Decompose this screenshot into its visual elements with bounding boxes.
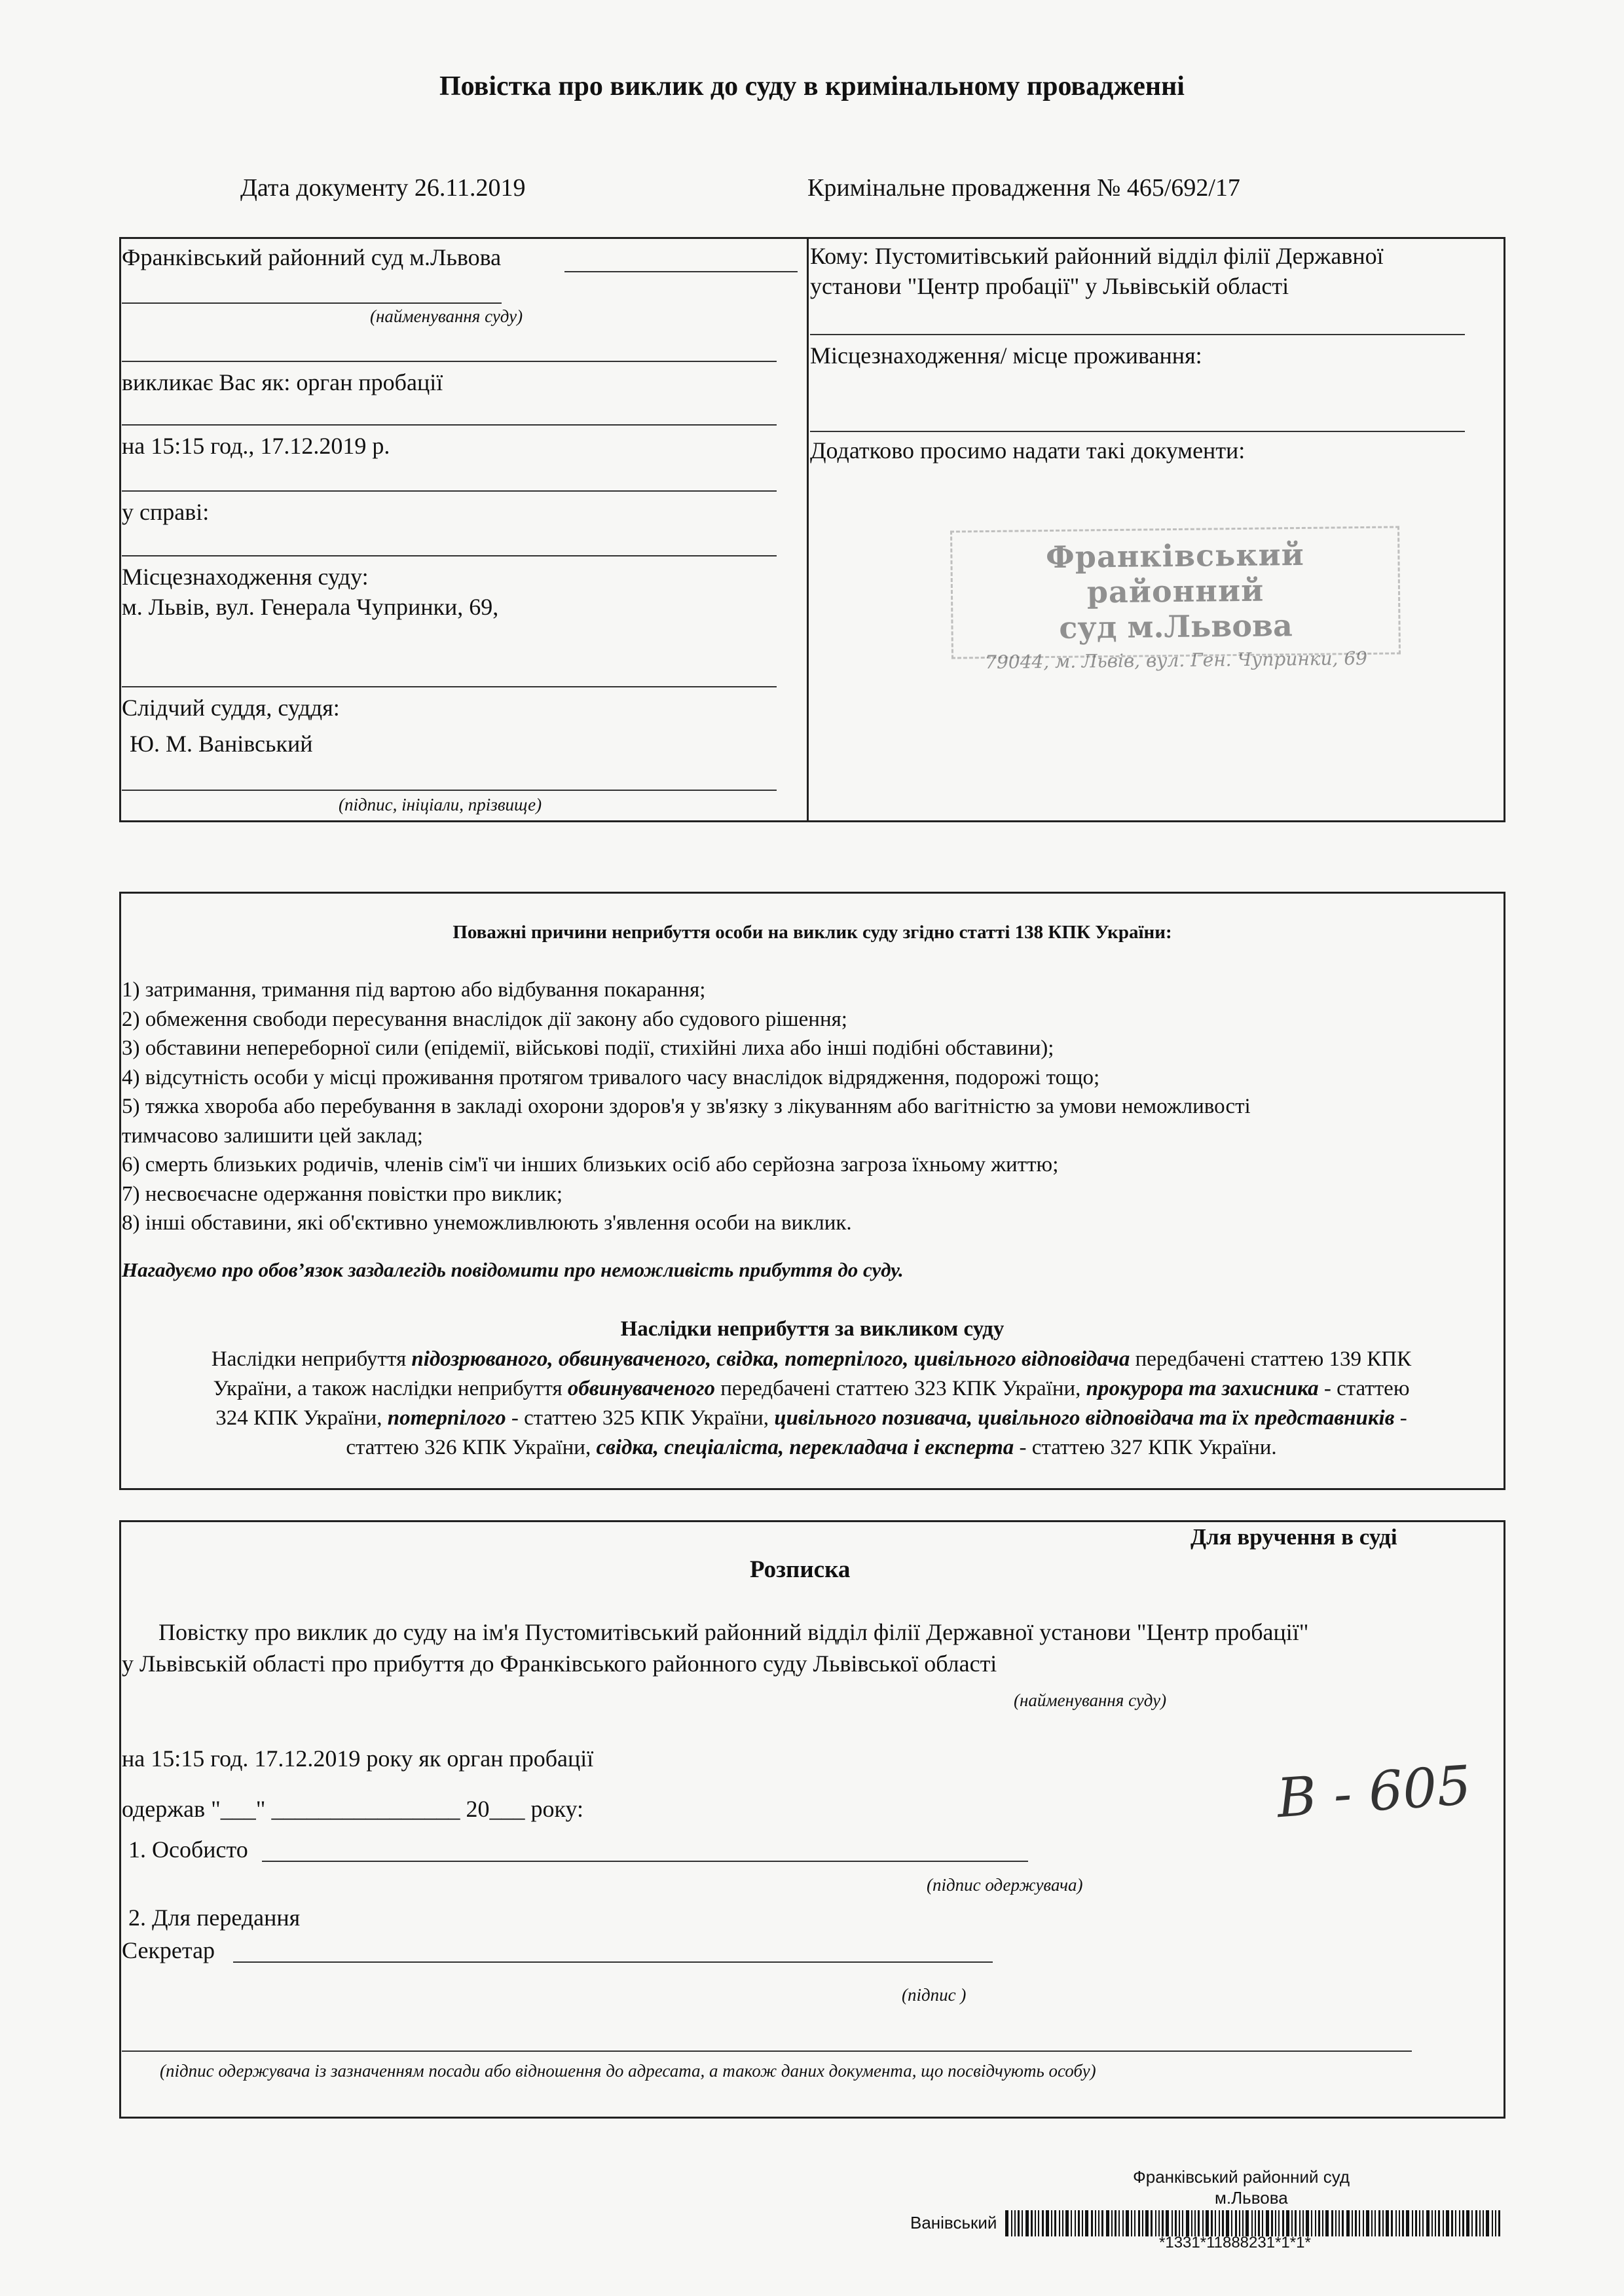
barcode-bar: [1455, 2210, 1456, 2236]
summons-as: викликає Вас як: орган пробації: [122, 369, 443, 395]
receipt-datetime: на 15:15 год. 17.12.2019 року як орган пробації: [122, 1745, 594, 1772]
barcode-bar: [1166, 2210, 1169, 2236]
consequences-line: [122, 1374, 1501, 1404]
consequences-line: [122, 1404, 1501, 1433]
barcode-bar: [1059, 2210, 1060, 2236]
reminder-text: Нагадуємо про обов’язок заздалегідь повідомити про неможливість прибуття до суду.: [122, 1258, 904, 1281]
barcode-bar: [1446, 2210, 1449, 2236]
text-run: 324 КПК України,: [215, 1406, 388, 1430]
barcode-bar: [1471, 2210, 1473, 2236]
barcode-bar: [1226, 2210, 1229, 2236]
recipient-caption: (підпис одержувача): [927, 1875, 1083, 1895]
barcode-bar: [1371, 2210, 1373, 2236]
court-caption: (найменування суду): [370, 306, 523, 326]
barcode-number: *1331*11888231*1*1*: [1159, 2234, 1311, 2251]
court-name-line-2: [122, 302, 502, 304]
barcode-bar: [1138, 2210, 1140, 2236]
footer-court-line-1: Франківський районний суд: [1133, 2167, 1350, 2187]
barcode-bar: [1251, 2210, 1253, 2236]
barcode-bar: [1071, 2210, 1072, 2236]
for-transfer-label: 2. Для передання: [128, 1904, 301, 1931]
barcode-bar: [1206, 2210, 1209, 2236]
case-number: Кримінальне провадження № 465/692/17: [807, 174, 1240, 202]
barcode-bar: [1315, 2210, 1316, 2236]
judge-label: Слідчий суддя, суддя:: [122, 695, 340, 721]
barcode-bar: [1106, 2210, 1109, 2236]
barcode-bar: [1091, 2210, 1093, 2236]
barcode-bar: [1134, 2210, 1135, 2236]
barcode-bar: [1382, 2210, 1384, 2236]
barcode-bar: [1355, 2210, 1357, 2236]
footer-judge: Ванівський: [910, 2213, 997, 2232]
reason-item: 3) обставини непереборної сили (епідемії, військові події, стихійні лиха або інші подібні обставини);: [122, 1036, 1054, 1060]
court-location-value: м. Львів, вул. Генерала Чупринки, 69,: [122, 594, 499, 620]
barcode-bar: [1126, 2210, 1129, 2236]
barcode-bar: [1282, 2210, 1284, 2236]
barcode-bar: [1399, 2210, 1400, 2236]
barcode-bar: [1278, 2210, 1280, 2236]
received-line: одержав "___" ________________ 20___ року:: [122, 1796, 584, 1822]
barcode-bar: [1122, 2210, 1124, 2236]
barcode-bar: [1311, 2210, 1312, 2236]
barcode-bar: [1466, 2210, 1469, 2236]
personally-signature-line: [262, 1861, 1028, 1862]
barcode-bar: [1014, 2210, 1016, 2236]
reason-item: 5) тяжка хвороба або перебування в закладі охорони здоров'я у зв'язку з лікуванням або вагітністю за умови неможливості: [122, 1095, 1251, 1118]
barcode-bar: [1158, 2210, 1160, 2236]
judge-signature-caption: (підпис, ініціали, прізвище): [339, 795, 542, 814]
barcode-bar: [1335, 2210, 1337, 2236]
divider-line: [810, 334, 1465, 335]
barcode-bar: [1085, 2210, 1088, 2236]
barcode-bar: [1142, 2210, 1143, 2236]
barcode-bar: [1325, 2210, 1329, 2236]
barcode-bar: [1046, 2210, 1049, 2236]
barcode-bar: [1194, 2210, 1196, 2236]
barcode-bar: [1031, 2210, 1033, 2236]
barcode-bar: [1412, 2210, 1413, 2236]
barcode-bar: [1462, 2210, 1464, 2236]
barcode-bar: [1186, 2210, 1189, 2236]
barcode-bar: [1215, 2210, 1216, 2236]
barcode-bar: [1082, 2210, 1083, 2236]
barcode-bar: [1318, 2210, 1320, 2236]
divider-line: [122, 361, 777, 362]
barcode-bar: [1111, 2210, 1113, 2236]
barcode-bar: [1145, 2210, 1149, 2236]
consequences-heading: Наслідки неприбуття за викликом суду: [620, 1317, 1005, 1341]
barcode-bar: [1422, 2210, 1424, 2236]
barcode-bar: [1291, 2210, 1293, 2236]
barcode-bar: [1051, 2210, 1052, 2236]
barcode-bar: [1322, 2210, 1323, 2236]
barcode-bar: [1022, 2210, 1023, 2236]
consequences-line: [122, 1345, 1501, 1374]
court-stamp: [950, 526, 1401, 674]
text-run: статтею 326 КПК України,: [346, 1436, 597, 1459]
barcode-bar: [1025, 2210, 1029, 2236]
barcode-bar: [1438, 2210, 1440, 2236]
receipt-line-2: у Львівській області про прибуття до Франківського районного суду Львівської області: [122, 1650, 997, 1677]
barcode-bar: [1352, 2210, 1353, 2236]
barcode-bar: [1155, 2210, 1156, 2236]
barcode-bar: [1419, 2210, 1420, 2236]
barcode-bar: [1054, 2210, 1056, 2236]
summons-datetime: на 15:15 год., 17.12.2019 р.: [122, 433, 390, 459]
barcode-bar: [1131, 2210, 1132, 2236]
text-run: -: [1394, 1406, 1407, 1430]
barcode-bar: [1162, 2210, 1164, 2236]
text-run-emph: прокурора та захисника: [1086, 1377, 1319, 1400]
barcode-bar: [1231, 2210, 1232, 2236]
barcode-bar: [1299, 2210, 1301, 2236]
summons-divider: [807, 237, 809, 822]
barcode-bar: [1018, 2210, 1020, 2236]
barcode-bar: [1219, 2210, 1220, 2236]
divider-line: [122, 424, 777, 426]
recipient-line-1: Кому: Пустомитівський районний відділ філії Державної: [810, 243, 1384, 269]
stamp-line-1: Франківський районний: [1045, 536, 1304, 610]
barcode-bar: [1483, 2210, 1484, 2236]
personally-label: 1. Особисто: [128, 1836, 248, 1863]
barcode-bar: [1391, 2210, 1393, 2236]
document-date: Дата документу 26.11.2019: [240, 174, 526, 202]
in-case-label: у справі:: [122, 499, 210, 525]
barcode-bar: [1495, 2210, 1496, 2236]
barcode-bar: [1375, 2210, 1376, 2236]
barcode-bar: [1172, 2210, 1173, 2236]
reason-item: 4) відсутність особи у місці проживання протягом тривалого часу внаслідок відрядження, подорожі тощо;: [122, 1065, 1100, 1089]
text-run: України, а також наслідки неприбуття: [213, 1377, 568, 1400]
stamp-line-2: суд м.Львова: [1059, 608, 1293, 646]
divider-line: [810, 431, 1465, 432]
reason-item: 2) обмеження свободи пересування внаслідок дії закону або судового рішення;: [122, 1007, 847, 1031]
consequences-text: [122, 1345, 1501, 1463]
text-run-emph: свідка, спеціаліста, перекладача і експерта: [596, 1436, 1014, 1459]
text-run: Наслідки неприбуття: [211, 1347, 412, 1371]
court-location-label: Місцезнаходження суду:: [122, 564, 369, 590]
barcode-bar: [1078, 2210, 1080, 2236]
reason-item: 1) затримання, тримання під вартою або відбування покарання;: [122, 978, 706, 1002]
text-run: - статтею 327 КПК України.: [1014, 1436, 1277, 1459]
secretary-caption: (підпис ): [902, 1985, 967, 2005]
stamp-line-3: 79044, м. Львів, вул. Ген. Чупринки, 69: [984, 647, 1368, 674]
barcode-bar: [1275, 2210, 1276, 2236]
secretary-label: Секретар: [122, 1937, 215, 1963]
barcode-bar: [1042, 2210, 1044, 2236]
barcode-bar: [1475, 2210, 1477, 2236]
barcode-bar: [1011, 2210, 1012, 2236]
barcode-bar: [1395, 2210, 1397, 2236]
divider-line: [122, 555, 777, 556]
document-title: Повістка про виклик до суду в кримінальному провадженні: [439, 71, 1185, 101]
handwritten-note: В - 605: [1275, 1754, 1473, 1831]
signature-line: [122, 790, 777, 791]
barcode-bar: [1262, 2210, 1263, 2236]
barcode-bar: [1415, 2210, 1417, 2236]
barcode-bar: [1451, 2210, 1453, 2236]
barcode-bar: [1366, 2210, 1369, 2236]
barcode-bar: [1005, 2210, 1008, 2236]
barcode-bar: [1182, 2210, 1183, 2236]
barcode-bar: [1363, 2210, 1364, 2236]
barcode-bar: [1202, 2210, 1204, 2236]
barcode-bar: [1191, 2210, 1192, 2236]
barcode-bar: [1426, 2210, 1430, 2236]
barcode-bar: [1179, 2210, 1180, 2236]
barcode-bar: [1235, 2210, 1237, 2236]
text-run: - статтею: [1318, 1377, 1410, 1400]
bottom-caption: (підпис одержувача із зазначенням посади або відношення до адресата, а також даних документа, що посвідчують особу): [160, 2061, 1096, 2081]
barcode-bar: [1065, 2210, 1069, 2236]
barcode-bar: [1038, 2210, 1039, 2236]
barcode-bar: [1266, 2210, 1269, 2236]
footer-court-line-2: м.Львова: [1215, 2188, 1288, 2208]
for-court-label: Для вручення в суді: [1190, 1524, 1397, 1550]
reasons-heading: Поважні причини неприбуття особи на виклик суду згідно статті 138 КПК України:: [452, 922, 1172, 943]
barcode-bar: [1222, 2210, 1224, 2236]
barcode-bar: [1338, 2210, 1340, 2236]
recipient-line-2: установи "Центр пробації" у Львівській області: [810, 273, 1289, 299]
barcode-bar: [1402, 2210, 1404, 2236]
divider-line: [122, 490, 777, 492]
barcode-bar: [1271, 2210, 1273, 2236]
barcode-icon: [1005, 2210, 1503, 2236]
barcode-bar: [1255, 2210, 1256, 2236]
text-run: передбачені статтею 139 КПК: [1130, 1347, 1412, 1371]
barcode-bar: [1062, 2210, 1063, 2236]
barcode-bar: [1386, 2210, 1389, 2236]
barcode-bar: [1302, 2210, 1304, 2236]
barcode-bar: [1198, 2210, 1200, 2236]
barcode-bar: [1239, 2210, 1240, 2236]
bottom-signature-line: [122, 2050, 1412, 2052]
residence-label: Місцезнаходження/ місце проживання:: [810, 342, 1202, 369]
receipt-title: Розписка: [750, 1556, 851, 1583]
barcode-bar: [1115, 2210, 1116, 2236]
barcode-bar: [1486, 2210, 1489, 2236]
barcode-bar: [1479, 2210, 1481, 2236]
divider-line: [122, 686, 777, 687]
barcode-bar: [1459, 2210, 1460, 2236]
barcode-bar: [1175, 2210, 1177, 2236]
text-run-emph: потерпілого: [387, 1406, 506, 1430]
court-name: Франківський районний суд м.Львова: [122, 244, 502, 270]
barcode-bar: [1211, 2210, 1213, 2236]
barcode-bar: [1406, 2210, 1409, 2236]
consequences-line: [122, 1433, 1501, 1463]
documents-label: Додатково просимо надати такі документи:: [810, 437, 1246, 464]
text-run: - статтею 325 КПК України,: [506, 1406, 775, 1430]
barcode-bar: [1331, 2210, 1333, 2236]
receipt-line-1: Повістку про виклик до суду на ім'я Пустомитівський районний відділ філії Державної установи "Центр пробації": [158, 1619, 1309, 1645]
text-run-emph: цивільного позивача, цивільного відповідача та їх представників: [774, 1406, 1395, 1430]
reason-item: тимчасово залишити цей заклад;: [122, 1123, 423, 1148]
reason-item: 7) несвоєчасне одержання повістки про виклик;: [122, 1182, 563, 1206]
secretary-signature-line: [233, 1961, 993, 1963]
barcode-bar: [1378, 2210, 1380, 2236]
barcode-bar: [1359, 2210, 1360, 2236]
barcode-bar: [1346, 2210, 1350, 2236]
barcode-bar: [1118, 2210, 1120, 2236]
barcode-bar: [1095, 2210, 1096, 2236]
judge-name: Ю. М. Ванівський: [130, 731, 313, 757]
barcode-bar: [1075, 2210, 1076, 2236]
court-name-line: [564, 271, 798, 272]
barcode-bar: [1035, 2210, 1036, 2236]
barcode-bar: [1101, 2210, 1103, 2236]
barcode-bar: [1306, 2210, 1309, 2236]
barcode-bar: [1498, 2210, 1500, 2236]
barcode-bar: [1443, 2210, 1444, 2236]
text-run-emph: обвинуваченого: [567, 1377, 716, 1400]
barcode-bar: [1151, 2210, 1153, 2236]
barcode-bar: [1286, 2210, 1289, 2236]
barcode-bar: [1098, 2210, 1099, 2236]
barcode-bar: [1431, 2210, 1433, 2236]
barcode-bar: [1258, 2210, 1260, 2236]
text-run: передбачені статтею 323 КПК України,: [715, 1377, 1086, 1400]
barcode-bar: [1492, 2210, 1493, 2236]
reasons-list: [122, 975, 1497, 1238]
reason-item: 8) інші обставини, які об'єктивно унеможливлюють з'явлення особи на виклик.: [122, 1211, 852, 1235]
barcode-bar: [1435, 2210, 1436, 2236]
barcode-bar: [1246, 2210, 1249, 2236]
receipt-court-caption: (найменування суду): [1014, 1690, 1167, 1710]
barcode-bar: [1342, 2210, 1344, 2236]
reason-item: 6) смерть близьких родичів, членів сім'ї чи інших близьких осіб або серйозна загроза їхньому життю;: [122, 1153, 1059, 1176]
barcode-bar: [1295, 2210, 1297, 2236]
text-run-emph: підозрюваного, обвинуваченого, свідка, потерпілого, цивільного відповідача: [411, 1347, 1130, 1371]
barcode-bar: [1242, 2210, 1244, 2236]
